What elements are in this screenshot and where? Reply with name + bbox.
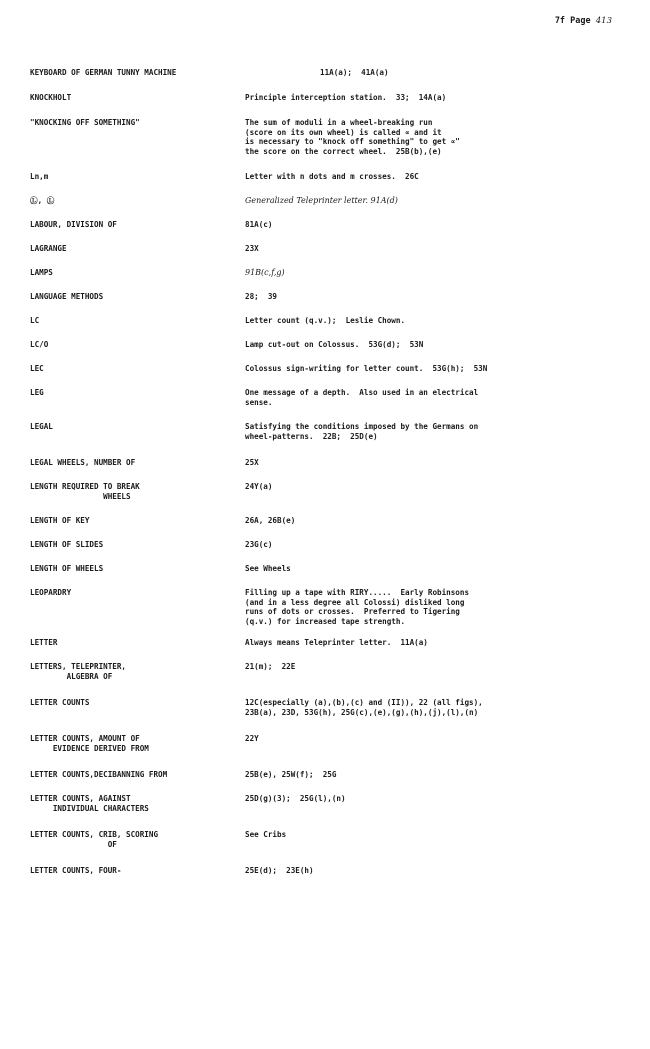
entry-definition: 24Y(a) <box>245 482 273 491</box>
entry-term: LANGUAGE METHODS <box>30 292 104 301</box>
page-number: 413 <box>595 16 612 26</box>
entry-definition: Generalized Teleprinter letter. 91A(d) <box>245 196 398 205</box>
entry-definition: 25E(d); 23E(h) <box>245 866 314 875</box>
entry-definition: Principle interception station. 33; 14A(a) <box>245 93 447 102</box>
entry-definition: 26A, 26B(e) <box>245 516 296 525</box>
entry-definition: 22Y <box>245 734 259 743</box>
entry-term: LABOUR, DIVISION OF <box>30 220 117 229</box>
entry-definition: See Cribs <box>245 830 287 839</box>
entry-definition: 81A(c) <box>245 220 273 229</box>
entry-term: LENGTH OF SLIDES <box>30 540 104 549</box>
page-header <box>555 16 612 26</box>
entry-term: Ⓛ, Ⓛ <box>30 196 55 205</box>
entry-definition: The sum of moduli in a wheel-breaking run (score on its own wheel) is called ∝ and it is necessary to "knock off something" to get ∝" the score on the correct wheel. 25B(b),(e) <box>245 118 460 156</box>
entry-term: LENGTH OF KEY <box>30 516 90 525</box>
entry-term: LETTER COUNTS, AGAINST INDIVIDUAL CHARACTERS <box>30 794 149 813</box>
entry-term: LEGAL WHEELS, NUMBER OF <box>30 458 136 467</box>
entry-definition: 28; 39 <box>245 292 278 301</box>
entry-definition: See Wheels <box>245 564 291 573</box>
entry-term: LENGTH OF WHEELS <box>30 564 104 573</box>
entry-term: LAGRANGE <box>30 244 67 253</box>
entry-term: LEGAL <box>30 422 53 431</box>
entry-definition: 25X <box>245 458 259 467</box>
entry-definition: 21(m); 22E <box>245 662 296 671</box>
entry-term: LETTER COUNTS, CRIB, SCORING OF <box>30 830 159 849</box>
entry-definition: Satisfying the conditions imposed by the Germans on wheel-patterns. 22B; 25D(e) <box>245 422 479 441</box>
entry-term: LEC <box>30 364 44 373</box>
entry-definition: Filling up a tape with RIRY..... Early Robinsons (and in a less degree all Colossi) disliked long runs of dots or crosses. Preferred to Tigering (q.v.) for increased tape strength. <box>245 588 470 626</box>
entry-definition: Letter count (q.v.); Leslie Chown. <box>245 316 406 325</box>
entry-term: LETTERS, TELEPRINTER, ALGEBRA OF <box>30 662 127 681</box>
entry-term: LENGTH REQUIRED TO BREAK WHEELS <box>30 482 140 501</box>
entry-term: LETTER COUNTS, AMOUNT OF EVIDENCE DERIVED FROM <box>30 734 149 753</box>
entry-term: LC/O <box>30 340 49 349</box>
entry-term: LAMPS <box>30 268 53 277</box>
entry-term: "KNOCKING OFF SOMETHING" <box>30 118 140 127</box>
entry-term: KNOCKHOLT <box>30 93 72 102</box>
entry-definition: Colossus sign-writing for letter count. 53G(h); 53N <box>245 364 488 373</box>
entry-definition: 91B(c,f,g) <box>245 268 285 277</box>
entry-term: LEOPARDRY <box>30 588 72 597</box>
entry-definition: Letter with n dots and m crosses. 26C <box>245 172 419 181</box>
entry-term: KEYBOARD OF GERMAN TUNNY MACHINE <box>30 68 177 77</box>
entry-definition: 11A(a); 41A(a) <box>320 68 389 77</box>
entry-term: LETTER <box>30 638 58 647</box>
entry-definition: Lamp cut-out on Colossus. 53G(d); 53N <box>245 340 424 349</box>
entry-term: LETTER COUNTS <box>30 698 90 707</box>
header-label: 7f Page <box>554 16 591 26</box>
entry-term: LEG <box>30 388 44 397</box>
entry-definition: 23G(c) <box>245 540 273 549</box>
entry-term: LETTER COUNTS,DECIBANNING FROM <box>30 770 168 779</box>
entry-term: LC <box>30 316 40 325</box>
entry-term: LETTER COUNTS, FOUR- <box>30 866 122 875</box>
entry-definition: Always means Teleprinter letter. 11A(a) <box>245 638 428 647</box>
entry-definition: 23X <box>245 244 259 253</box>
entry-definition: One message of a depth. Also used in an electrical sense. <box>245 388 479 407</box>
entry-term: Ln,m <box>30 172 49 181</box>
entry-definition: 25D(g)(3); 25G(l),(n) <box>245 794 346 803</box>
entry-definition: 12C(especially (a),(b),(c) and (II)), 22 (all figs), 23B(a), 23D, 53G(h), 25G(c),(e),(g),(h),(j),(l),(n) <box>245 698 483 717</box>
entry-definition: 25B(e), 25W(f); 25G <box>245 770 337 779</box>
